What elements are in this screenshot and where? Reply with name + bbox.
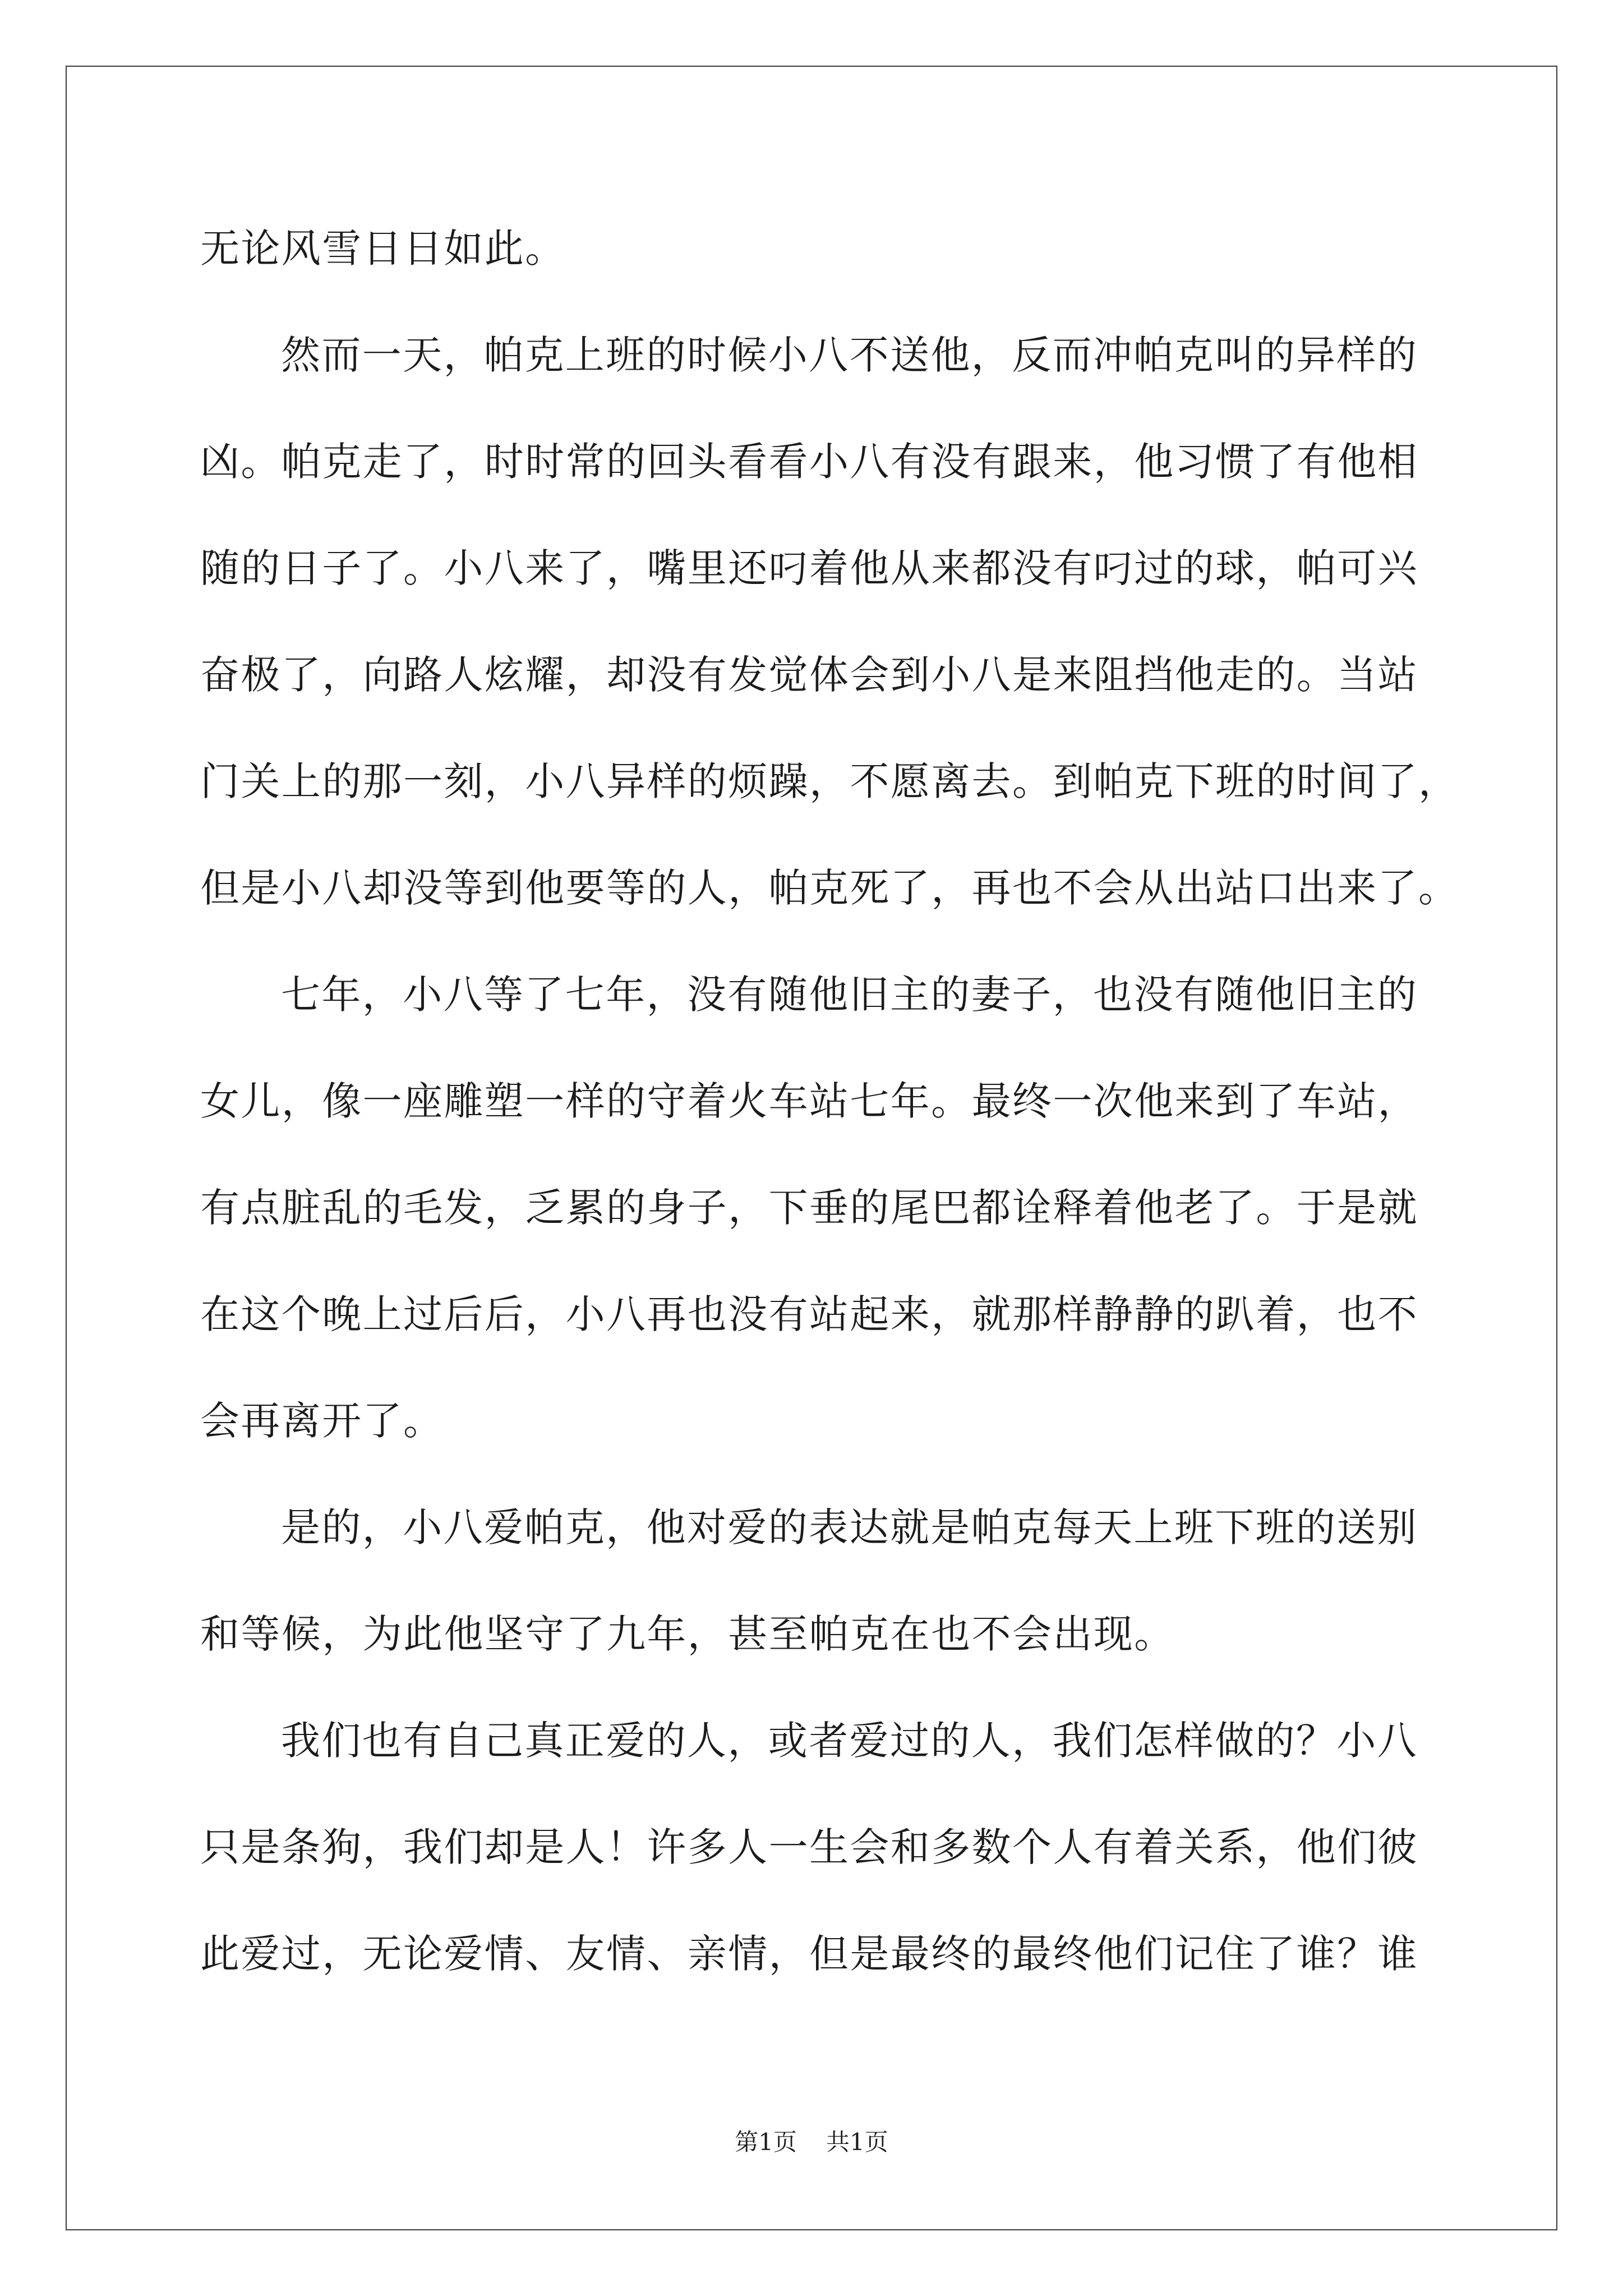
page-total: 共1页 bbox=[826, 2128, 888, 2156]
paragraph bbox=[200, 1474, 1535, 1687]
paragraph bbox=[200, 1687, 1535, 2007]
page-footer bbox=[0, 2125, 1623, 2159]
text-line: 和等候，为此他坚守了九年，甚至帕克在也不会出现。 bbox=[200, 1611, 1175, 1657]
text-line: 随的日子了。小八来了，嘴里还叼着他从来都没有叼过的球，帕可兴 bbox=[200, 545, 1418, 591]
paragraph bbox=[200, 195, 1535, 302]
paragraph bbox=[200, 302, 1535, 941]
text-line: 凶。帕克走了，时时常的回头看看小八有没有跟来，他习惯了有他相 bbox=[200, 439, 1418, 485]
text-line: 有点脏乱的毛发，乏累的身子，下垂的尾巴都诠释着他老了。于是就 bbox=[200, 1185, 1418, 1231]
text-line: 奋极了，向路人炫耀，却没有发觉体会到小八是来阻挡他走的。当站 bbox=[200, 652, 1418, 698]
text-line: 无论风雪日日如此。 bbox=[200, 226, 566, 272]
text-line: 女儿，像一座雕塑一样的守着火车站七年。最终一次他来到了车站， bbox=[200, 1078, 1418, 1124]
text-line: 在这个晚上过后后，小八再也没有站起来，就那样静静的趴着，也不 bbox=[200, 1291, 1418, 1337]
text-line: 我们也有自己真正爱的人，或者爱过的人，我们怎样做的？小八 bbox=[281, 1718, 1418, 1764]
paragraph bbox=[200, 941, 1535, 1474]
text-line: 七年，小八等了七年，没有随他旧主的妻子，也没有随他旧主的 bbox=[281, 972, 1418, 1018]
text-line: 只是条狗，我们却是人！许多人一生会和多数个人有着关系，他们彼 bbox=[200, 1824, 1418, 1870]
text-line: 此爱过，无论爱情、友情、亲情，但是最终的最终他们记住了谁？谁 bbox=[200, 1931, 1418, 1977]
text-line: 会再离开了。 bbox=[200, 1398, 444, 1444]
page-number: 第1页 bbox=[735, 2128, 797, 2156]
text-line: 然而一天，帕克上班的时候小八不送他，反而冲帕克叫的异样的 bbox=[281, 332, 1418, 378]
text-line: 是的，小八爱帕克，他对爱的表达就是帕克每天上班下班的送别 bbox=[281, 1504, 1418, 1550]
text-line: 但是小八却没等到他要等的人，帕克死了，再也不会从出站口出来了。 bbox=[200, 865, 1459, 911]
text-line: 门关上的那一刻，小八异样的烦躁，不愿离去。到帕克下班的时间了， bbox=[200, 758, 1459, 804]
document-body bbox=[200, 195, 1535, 2007]
